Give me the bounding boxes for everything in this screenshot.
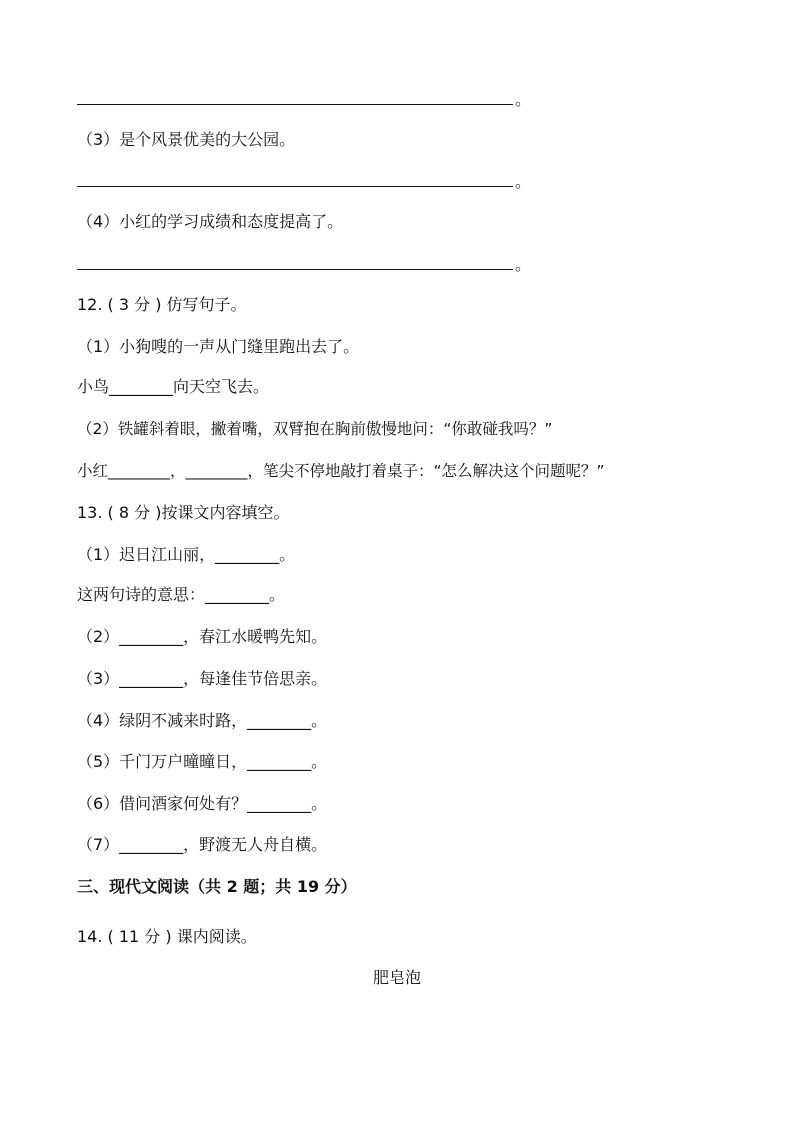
period: 。: [515, 255, 532, 274]
question-13-heading: 13. ( 8 分 )按课文内容填空。: [77, 503, 290, 522]
question-14-heading: 14. ( 11 分 ) 课内阅读。: [77, 927, 257, 946]
question-12-1: （1）小狗嗖的一声从门缝里跑出去了。: [77, 337, 360, 356]
question-13-2[interactable]: （2）________，春江水暖鸭先知。: [77, 627, 328, 646]
question-13-5[interactable]: （5）千门万户曈曈日，________。: [77, 752, 328, 771]
question-13-1[interactable]: （1）迟日江山丽，________。: [77, 545, 296, 564]
question-13-7[interactable]: （7）________，野渡无人舟自横。: [77, 835, 328, 854]
blank-rule: [77, 172, 513, 187]
blank-rule: [77, 90, 513, 105]
period: 。: [515, 172, 532, 191]
question-12-heading: 12. ( 3 分 ) 仿写句子。: [77, 295, 247, 314]
section-3-heading: 三、现代文阅读（共 2 题；共 19 分）: [77, 877, 357, 896]
question-11-3: （3）是个风景优美的大公园。: [77, 130, 296, 149]
answer-line-2[interactable]: [77, 172, 531, 192]
question-13-3[interactable]: （3）________，每逢佳节倍思亲。: [77, 669, 328, 688]
question-12-2: （2）铁罐斜着眼，撇着嘴，双臂抱在胸前傲慢地问：“你敢碰我吗？”: [77, 420, 553, 438]
question-13-4[interactable]: （4）绿阴不减来时路，________。: [77, 711, 328, 730]
answer-line-1[interactable]: [77, 90, 531, 110]
answer-line-3[interactable]: [77, 255, 531, 275]
question-12-2-fill[interactable]: 小红________，________，笔尖不停地敲打着桌子：“怎么解决这个问题呢？”: [77, 462, 605, 480]
blank-rule: [77, 255, 513, 270]
period: 。: [515, 90, 532, 109]
question-13-1-meaning[interactable]: 这两句诗的意思：________。: [77, 585, 286, 604]
question-11-4: （4）小红的学习成绩和态度提高了。: [77, 212, 344, 231]
passage-title: 肥皂泡: [372, 968, 421, 987]
question-12-1-fill[interactable]: 小鸟________向天空飞去。: [77, 377, 270, 396]
question-13-6[interactable]: （6）借问酒家何处有？________。: [77, 794, 328, 813]
